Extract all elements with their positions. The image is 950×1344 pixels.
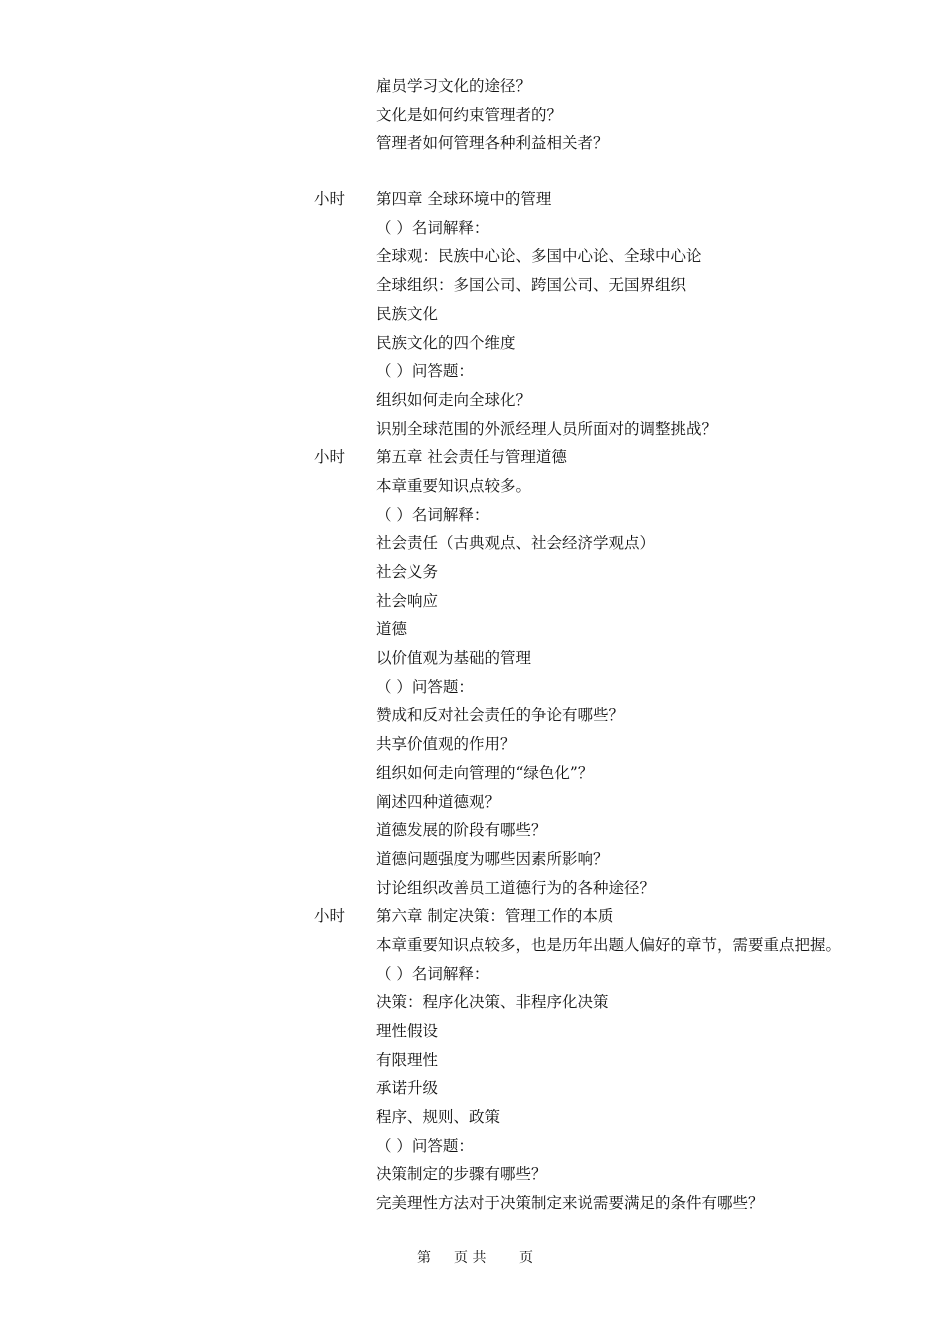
- text-line: [0, 1103, 950, 1132]
- text-line: [0, 415, 950, 444]
- line-text: 阐述四种道德观？: [376, 792, 501, 811]
- text-line: [0, 129, 950, 158]
- line-text: 全球组织：多国公司、跨国公司、无国界组织: [376, 276, 687, 295]
- line-text: 文化是如何约束管理者的？: [376, 105, 563, 124]
- text-line: [0, 329, 950, 358]
- line-text: 本章重要知识点较多。: [376, 476, 532, 495]
- text-line: [0, 701, 950, 730]
- text-line: [0, 386, 950, 415]
- text-line: [0, 529, 950, 558]
- text-line: [0, 644, 950, 673]
- footer-total-label: 页: [519, 1250, 533, 1266]
- text-line: [0, 1074, 950, 1103]
- line-text: 雇员学习文化的途径？: [376, 77, 532, 95]
- hours-label: 小时: [314, 190, 346, 209]
- line-text: 全球观：民族中心论、多国中心论、全球中心论: [376, 247, 702, 266]
- chapter-heading-line: [0, 185, 950, 214]
- blank-line: [0, 158, 950, 185]
- text-line: [0, 501, 950, 530]
- line-text: 赞成和反对社会责任的争论有哪些？: [376, 706, 625, 725]
- line-text: 决策制定的步骤有哪些？: [376, 1165, 547, 1184]
- line-text: 理性假设: [376, 1022, 439, 1040]
- line-text: 组织如何走向管理的“绿色化”？: [376, 763, 594, 782]
- line-text: 以价值观为基础的管理: [376, 649, 532, 668]
- line-text: 道德问题强度为哪些因素所影响？: [376, 849, 609, 868]
- line-text: 讨论组织改善员工道德行为的各种途径？: [376, 878, 656, 897]
- text-line: [0, 788, 950, 817]
- text-line: [0, 759, 950, 788]
- line-text: 社会响应: [376, 591, 439, 610]
- line-text: 社会义务: [376, 563, 439, 581]
- text-line: [0, 673, 950, 702]
- text-line: [0, 931, 950, 960]
- line-text: 完美理性方法对于决策制定来说需要满足的条件有哪些？: [376, 1194, 764, 1213]
- line-text: 有限理性: [376, 1050, 439, 1069]
- text-line: [0, 472, 950, 501]
- chapter-title: 第五章 社会责任与管理道德: [376, 448, 567, 467]
- text-line: [0, 242, 950, 271]
- line-text: （ ）名词解释：: [376, 218, 490, 237]
- chapter-title: 第六章 制定决策：管理工作的本质: [376, 907, 614, 926]
- document-body: [0, 72, 950, 1218]
- line-text: （ ）名词解释：: [376, 964, 490, 983]
- line-text: 组织如何走向全球化？: [376, 390, 532, 409]
- text-line: [0, 558, 950, 587]
- line-text: 道德发展的阶段有哪些？: [376, 821, 547, 840]
- text-line: [0, 1017, 950, 1046]
- text-line: [0, 1132, 950, 1161]
- text-line: [0, 615, 950, 644]
- page-footer: [0, 1246, 950, 1270]
- hours-label: 小时: [314, 907, 346, 926]
- text-line: [0, 214, 950, 243]
- line-text: 识别全球范围的外派经理人员所面对的调整挑战？: [376, 419, 718, 438]
- text-line: [0, 874, 950, 903]
- line-text: （ ）问答题：: [376, 677, 474, 696]
- line-text: （ ）名词解释：: [376, 505, 490, 524]
- chapter-title: 第四章 全球环境中的管理: [376, 190, 552, 209]
- line-text: （ ）问答题：: [376, 1136, 474, 1155]
- text-line: [0, 1046, 950, 1075]
- text-line: [0, 960, 950, 989]
- chapter-heading-line: [0, 902, 950, 931]
- line-text: 程序、规则、政策: [376, 1108, 501, 1127]
- line-text: 社会责任（古典观点、社会经济学观点）: [376, 534, 656, 553]
- text-line: [0, 271, 950, 300]
- text-line: [0, 101, 950, 130]
- text-line: [0, 1189, 950, 1218]
- line-text: 承诺升级: [376, 1079, 439, 1098]
- line-text: 决策：程序化决策、非程序化决策: [376, 993, 609, 1012]
- footer-of-label: 页 共: [454, 1250, 487, 1266]
- footer-page-label: 第: [417, 1250, 431, 1266]
- line-text: 管理者如何管理各种利益相关者？: [376, 134, 609, 153]
- text-line: [0, 816, 950, 845]
- line-text: 民族文化的四个维度: [376, 333, 516, 352]
- text-line: [0, 587, 950, 616]
- text-line: [0, 730, 950, 759]
- line-text: 本章重要知识点较多，也是历年出题人偏好的章节，需要重点把握。: [376, 935, 842, 954]
- line-text: 道德: [376, 620, 408, 639]
- text-line: [0, 845, 950, 874]
- line-text: （ ）问答题：: [376, 362, 474, 381]
- line-text: 民族文化: [376, 304, 439, 323]
- text-line: [0, 300, 950, 329]
- text-line: [0, 1160, 950, 1189]
- text-line: [0, 357, 950, 386]
- text-line: [0, 988, 950, 1017]
- text-line: [0, 72, 950, 101]
- chapter-heading-line: [0, 443, 950, 472]
- hours-label: 小时: [314, 448, 346, 467]
- line-text: 共享价值观的作用？: [376, 735, 516, 754]
